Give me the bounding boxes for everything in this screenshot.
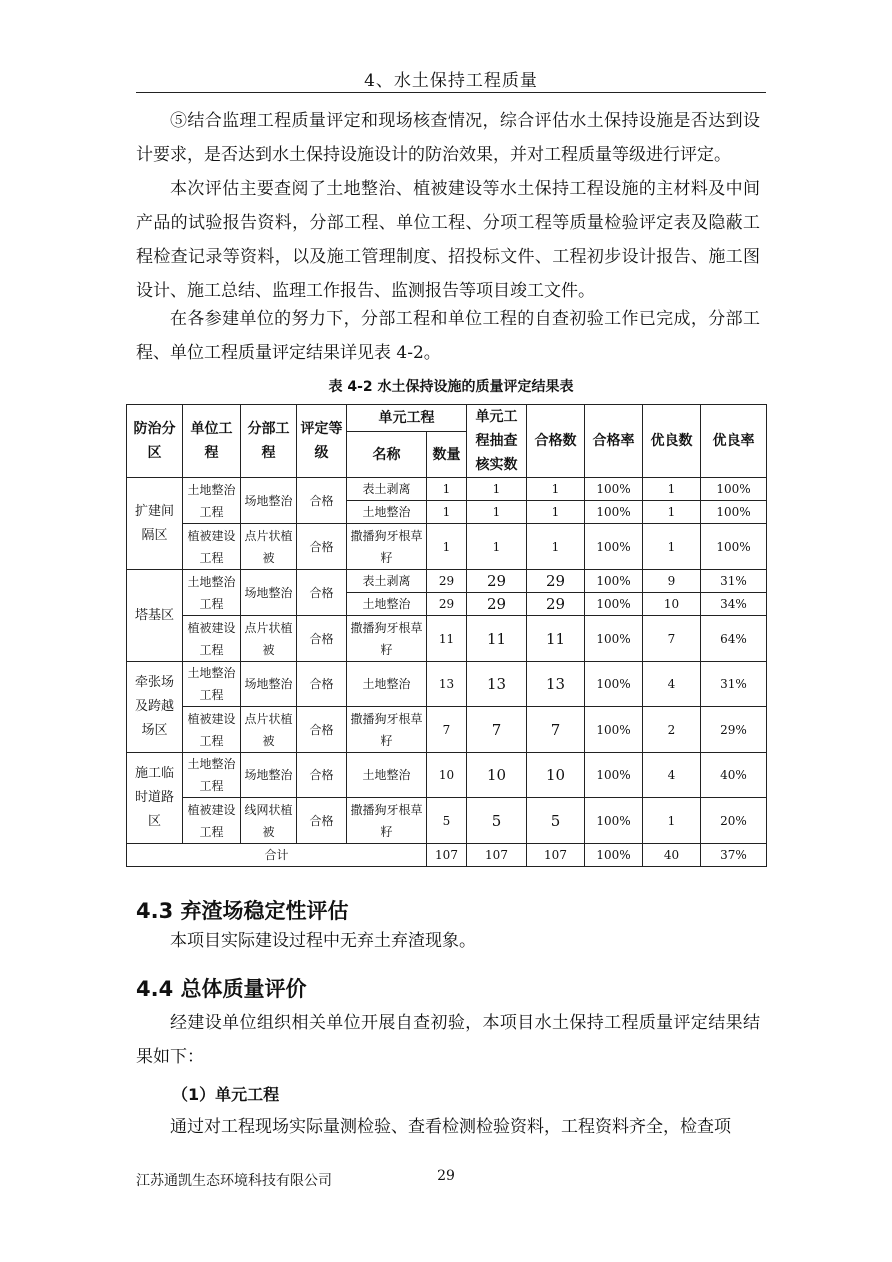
- unit-project-cell: 土地整治工程: [183, 570, 241, 616]
- excellent-cell: 4: [643, 753, 701, 798]
- grade-cell: 合格: [297, 707, 347, 753]
- sub-project-cell: 点片状植被: [241, 524, 297, 570]
- sub-project-cell: 线网状植被: [241, 798, 297, 844]
- sub-project-cell: 点片状植被: [241, 616, 297, 662]
- count-cell: 1: [427, 524, 467, 570]
- sampled-cell: 1: [467, 524, 527, 570]
- header-unit-project: 单位工程: [183, 405, 241, 478]
- table-row: [127, 524, 767, 570]
- element-name-cell: 撒播狗牙根草籽: [347, 798, 427, 844]
- table-row: [127, 570, 767, 593]
- unit-project-cell: 植被建设工程: [183, 798, 241, 844]
- qualified-cell: 7: [527, 707, 585, 753]
- grade-cell: 合格: [297, 798, 347, 844]
- sampled-cell: 5: [467, 798, 527, 844]
- unit-project-cell: 土地整治工程: [183, 662, 241, 707]
- grade-cell: 合格: [297, 753, 347, 798]
- total-sampled: 107: [467, 844, 527, 867]
- table-caption: 表 4-2 水土保持设施的质量评定结果表: [328, 379, 574, 395]
- zone-cell: 施工临时道路区: [127, 753, 183, 844]
- excellent-rate-cell: 100%: [701, 501, 767, 524]
- count-cell: 1: [427, 478, 467, 501]
- header-rule: [136, 92, 766, 93]
- section-4-4-heading: 4.4 总体质量评价: [136, 977, 307, 1001]
- total-excellent-rate: 37%: [701, 844, 767, 867]
- qualified-rate-cell: 100%: [585, 524, 643, 570]
- qualified-cell: 13: [527, 662, 585, 707]
- table-row: [127, 616, 767, 662]
- header-zone: 防治分区: [127, 405, 183, 478]
- grade-cell: 合格: [297, 662, 347, 707]
- element-name-cell: 撒播狗牙根草籽: [347, 524, 427, 570]
- header-qualified-rate: 合格率: [585, 405, 643, 478]
- excellent-rate-cell: 34%: [701, 593, 767, 616]
- excellent-rate-cell: 29%: [701, 707, 767, 753]
- excellent-rate-cell: 20%: [701, 798, 767, 844]
- excellent-rate-cell: 64%: [701, 616, 767, 662]
- element-name-cell: 土地整治: [347, 593, 427, 616]
- count-cell: 7: [427, 707, 467, 753]
- excellent-cell: 2: [643, 707, 701, 753]
- page-number: 29: [437, 1168, 455, 1184]
- qualified-cell: 1: [527, 524, 585, 570]
- excellent-cell: 1: [643, 798, 701, 844]
- zone-cell: 牵张场及跨越场区: [127, 662, 183, 753]
- element-name-cell: 土地整治: [347, 501, 427, 524]
- element-name-cell: 撒播狗牙根草籽: [347, 707, 427, 753]
- sub-project-cell: 场地整治: [241, 662, 297, 707]
- qualified-rate-cell: 100%: [585, 478, 643, 501]
- sampled-cell: 29: [467, 593, 527, 616]
- header-excellent-rate: 优良率: [701, 405, 767, 478]
- qualified-cell: 29: [527, 570, 585, 593]
- section-4-3-heading: 4.3 弃渣场稳定性评估: [136, 899, 349, 923]
- excellent-cell: 1: [643, 478, 701, 501]
- table-row: [127, 478, 767, 501]
- excellent-cell: 1: [643, 524, 701, 570]
- table-row: [127, 798, 767, 844]
- element-name-cell: 土地整治: [347, 662, 427, 707]
- table-row: [127, 753, 767, 798]
- qualified-cell: 11: [527, 616, 585, 662]
- total-row: [127, 844, 767, 867]
- sampled-cell: 1: [467, 478, 527, 501]
- excellent-rate-cell: 40%: [701, 753, 767, 798]
- sub-project-cell: 场地整治: [241, 753, 297, 798]
- excellent-cell: 4: [643, 662, 701, 707]
- qualified-rate-cell: 100%: [585, 616, 643, 662]
- section-4-4-subtext: 通过对工程现场实际量测检验、查看检测检验资料，工程资料齐全，检查项: [170, 1117, 731, 1137]
- header-element-project: 单元工程: [347, 405, 467, 432]
- total-qualified-rate: 100%: [585, 844, 643, 867]
- element-name-cell: 土地整治: [347, 753, 427, 798]
- qualified-rate-cell: 100%: [585, 753, 643, 798]
- count-cell: 13: [427, 662, 467, 707]
- sub-project-cell: 场地整治: [241, 478, 297, 524]
- element-name-cell: 表土剥离: [347, 478, 427, 501]
- section-4-4-subheading: （1）单元工程: [172, 1085, 280, 1104]
- grade-cell: 合格: [297, 570, 347, 616]
- qualified-cell: 5: [527, 798, 585, 844]
- zone-cell: 扩建间隔区: [127, 478, 183, 570]
- grade-cell: 合格: [297, 478, 347, 524]
- header-name: 名称: [347, 432, 427, 478]
- qualified-rate-cell: 100%: [585, 570, 643, 593]
- total-count: 107: [427, 844, 467, 867]
- qualified-rate-cell: 100%: [585, 593, 643, 616]
- qualified-cell: 10: [527, 753, 585, 798]
- total-excellent: 40: [643, 844, 701, 867]
- excellent-cell: 10: [643, 593, 701, 616]
- unit-project-cell: 植被建设工程: [183, 524, 241, 570]
- table-row: [127, 662, 767, 707]
- count-cell: 10: [427, 753, 467, 798]
- paragraph-1: ⑤结合监理工程质量评定和现场核查情况，综合评估水土保持设施是否达到设计要求，是否达到水土保持设施设计的防治效果，并对工程质量等级进行评定。: [136, 111, 760, 165]
- count-cell: 5: [427, 798, 467, 844]
- table-row: [127, 707, 767, 753]
- sampled-cell: 10: [467, 753, 527, 798]
- qualified-rate-cell: 100%: [585, 662, 643, 707]
- count-cell: 11: [427, 616, 467, 662]
- quality-table-body: [127, 478, 767, 844]
- qualified-rate-cell: 100%: [585, 707, 643, 753]
- unit-project-cell: 植被建设工程: [183, 616, 241, 662]
- header-grade: 评定等级: [297, 405, 347, 478]
- excellent-rate-cell: 31%: [701, 662, 767, 707]
- sampled-cell: 7: [467, 707, 527, 753]
- excellent-cell: 9: [643, 570, 701, 593]
- qualified-cell: 29: [527, 593, 585, 616]
- count-cell: 29: [427, 593, 467, 616]
- excellent-cell: 1: [643, 501, 701, 524]
- total-label: 合计: [127, 844, 427, 867]
- grade-cell: 合格: [297, 524, 347, 570]
- section-4-4-text: 经建设单位组织相关单位开展自查初验，本项目水土保持工程质量评定结果结果如下：: [136, 1013, 760, 1067]
- zone-cell: 塔基区: [127, 570, 183, 662]
- header-sampled: 单元工程抽查核实数: [467, 405, 527, 478]
- footer-company: 江苏通凯生态环境科技有限公司: [136, 1173, 332, 1189]
- quality-table: [126, 404, 767, 867]
- excellent-rate-cell: 100%: [701, 524, 767, 570]
- total-qualified: 107: [527, 844, 585, 867]
- grade-cell: 合格: [297, 616, 347, 662]
- sub-project-cell: 点片状植被: [241, 707, 297, 753]
- excellent-rate-cell: 100%: [701, 478, 767, 501]
- qualified-cell: 1: [527, 501, 585, 524]
- qualified-cell: 1: [527, 478, 585, 501]
- header-count: 数量: [427, 432, 467, 478]
- element-name-cell: 表土剥离: [347, 570, 427, 593]
- header-excellent: 优良数: [643, 405, 701, 478]
- unit-project-cell: 土地整治工程: [183, 753, 241, 798]
- sub-project-cell: 场地整治: [241, 570, 297, 616]
- sampled-cell: 29: [467, 570, 527, 593]
- qualified-rate-cell: 100%: [585, 501, 643, 524]
- section-4-3-text: 本项目实际建设过程中无弃土弃渣现象。: [170, 931, 476, 951]
- count-cell: 29: [427, 570, 467, 593]
- excellent-rate-cell: 31%: [701, 570, 767, 593]
- count-cell: 1: [427, 501, 467, 524]
- sampled-cell: 13: [467, 662, 527, 707]
- header-qualified: 合格数: [527, 405, 585, 478]
- sampled-cell: 11: [467, 616, 527, 662]
- running-header: 4、水土保持工程质量: [364, 71, 538, 91]
- excellent-cell: 7: [643, 616, 701, 662]
- element-name-cell: 撒播狗牙根草籽: [347, 616, 427, 662]
- paragraph-2: 本次评估主要查阅了土地整治、植被建设等水土保持工程设施的主材料及中间产品的试验报告资料，分部工程、单位工程、分项工程等质量检验评定表及隐蔽工程检查记录等资料，以及施工管理制度、招投标文件、工程初步设计报告、施工图设计、施工总结、监理工作报告、监测报告等项目竣工文件。: [136, 179, 760, 301]
- paragraph-3: 在各参建单位的努力下，分部工程和单位工程的自查初验工作已完成，分部工程、单位工程质量评定结果详见表 4-2。: [136, 309, 760, 363]
- unit-project-cell: 植被建设工程: [183, 707, 241, 753]
- sampled-cell: 1: [467, 501, 527, 524]
- unit-project-cell: 土地整治工程: [183, 478, 241, 524]
- header-sub-project: 分部工程: [241, 405, 297, 478]
- qualified-rate-cell: 100%: [585, 798, 643, 844]
